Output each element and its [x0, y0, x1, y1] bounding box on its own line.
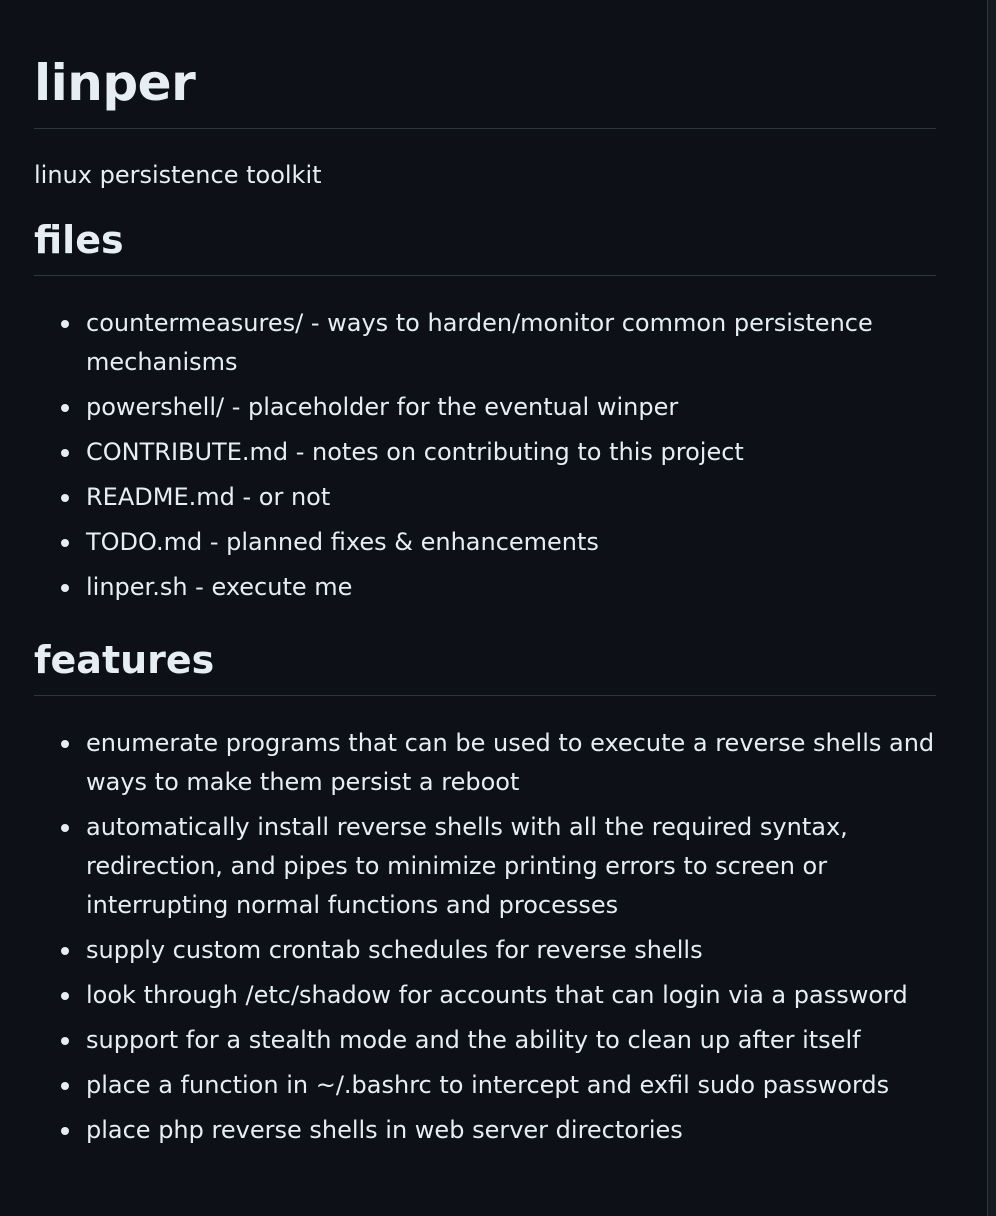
page-title: linper — [34, 0, 936, 129]
list-item: support for a stealth mode and the ability to clean up after itself — [34, 1021, 936, 1060]
list-item: look through /etc/shadow for accounts that can login via a password — [34, 976, 936, 1015]
readme-document — [34, 0, 936, 1156]
list-item: supply custom crontab schedules for reverse shells — [34, 931, 936, 970]
files-heading: files — [34, 215, 936, 276]
list-item: powershell/ - placeholder for the eventual winper — [34, 388, 936, 427]
list-item: README.md - or not — [34, 478, 936, 517]
list-item: countermeasures/ - ways to harden/monitor common persistence mechanisms — [34, 304, 936, 382]
files-list — [34, 304, 936, 607]
list-item: enumerate programs that can be used to execute a reverse shells and ways to make them persist a reboot — [34, 724, 936, 802]
project-description: linux persistence toolkit — [34, 161, 322, 189]
features-heading: features — [34, 635, 936, 696]
list-item: TODO.md - planned fixes & enhancements — [34, 523, 936, 562]
list-item: CONTRIBUTE.md - notes on contributing to this project — [34, 433, 936, 472]
scrollbar-gutter[interactable] — [987, 0, 996, 1216]
list-item: automatically install reverse shells with all the required syntax, redirection, and pipes to minimize printing errors to screen or interrupting normal functions and processes — [34, 808, 936, 925]
list-item: place a function in ~/.bashrc to intercept and exfil sudo passwords — [34, 1066, 936, 1105]
features-list — [34, 724, 936, 1150]
list-item: linper.sh - execute me — [34, 568, 936, 607]
list-item: place php reverse shells in web server directories — [34, 1111, 936, 1150]
